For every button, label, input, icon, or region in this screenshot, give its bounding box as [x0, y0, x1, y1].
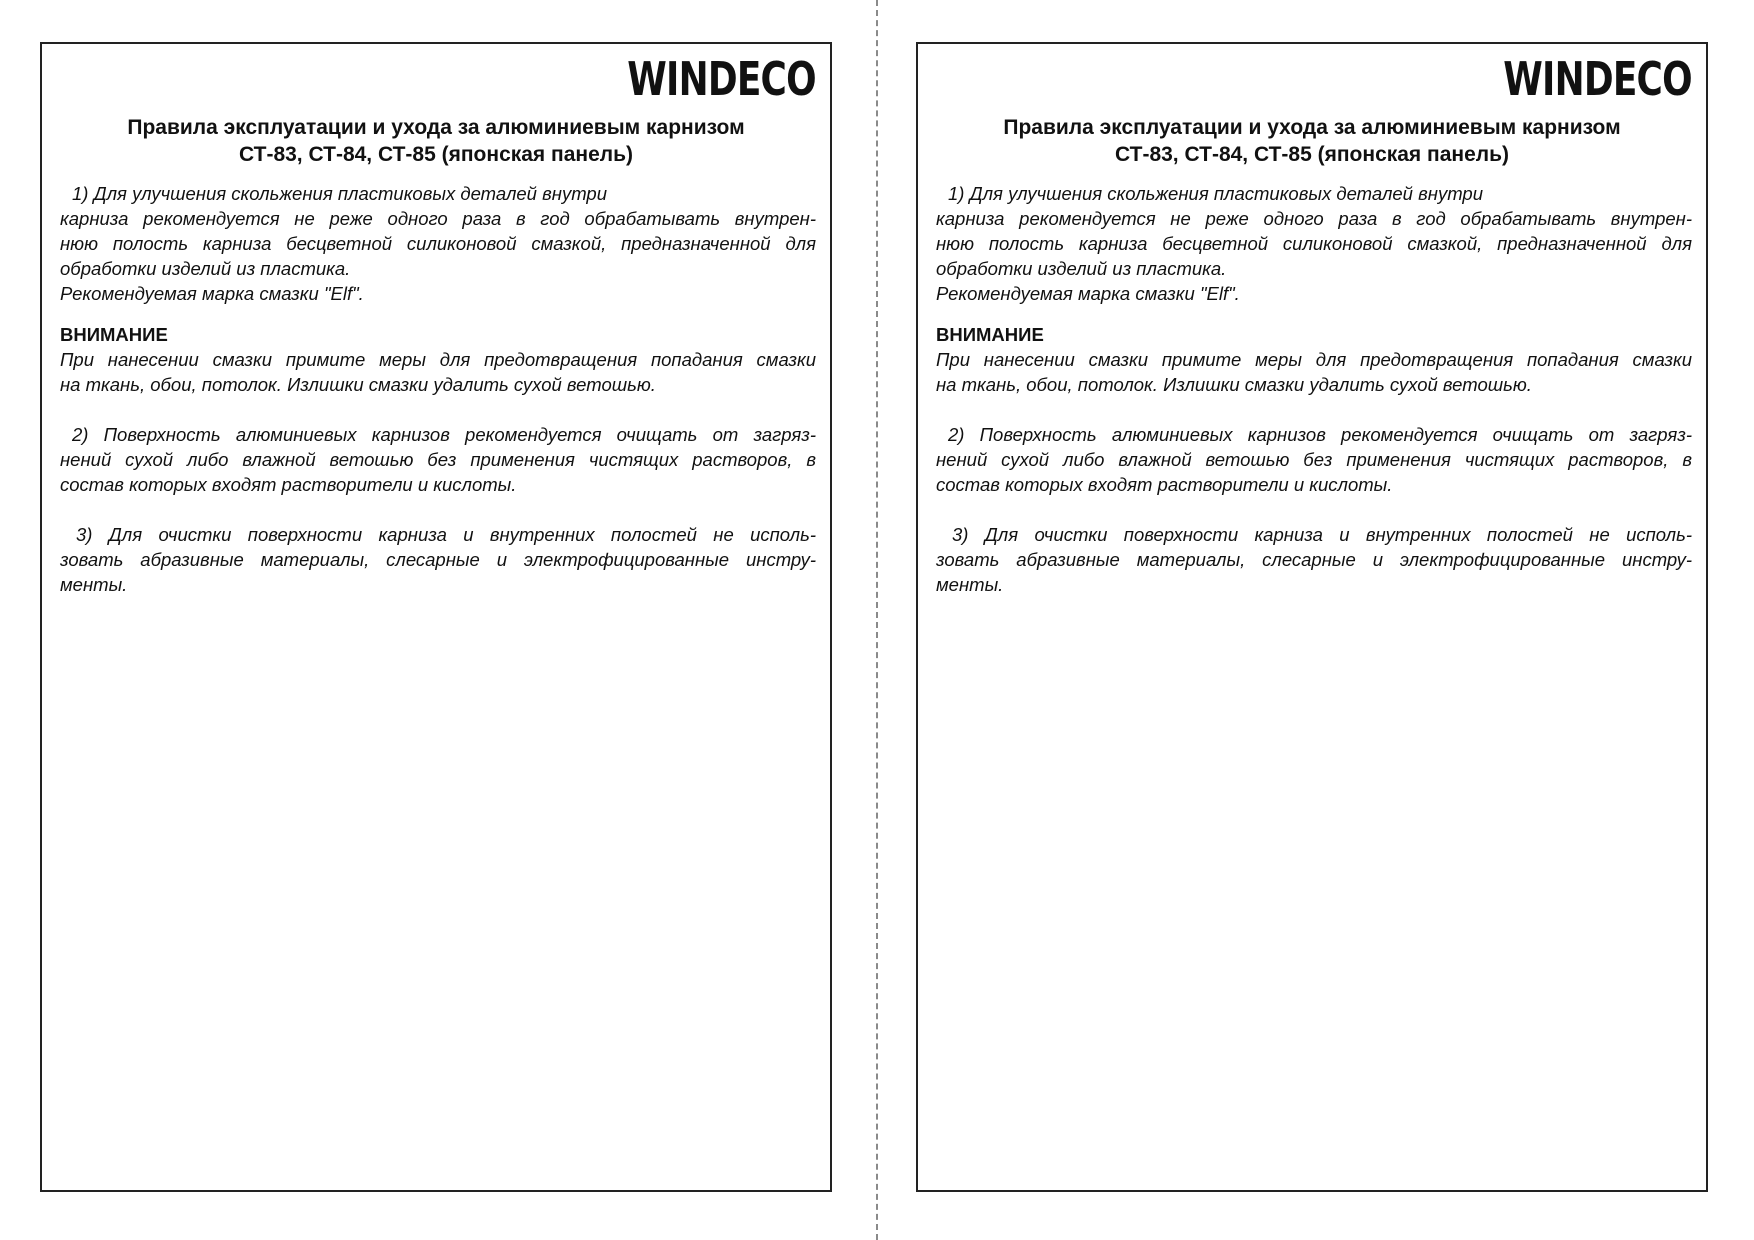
- warning-line: на ткань, обои, потолок. Излишки смазки удалить сухой ветошью.: [60, 374, 656, 395]
- paragraph-3-line: зовать абразивные материалы, слесарные и электрофицированные инстру-: [60, 549, 816, 570]
- paragraph-1-line: обработки изделий из пластика.: [936, 258, 1227, 279]
- brand-logo: WINDECO: [627, 52, 816, 106]
- paragraph-3-line: менты.: [60, 574, 128, 595]
- title-line-1: Правила эксплуатации и ухода за алюминиевым карнизом: [127, 116, 745, 139]
- title-line-2: СТ-83, СТ-84, СТ-85 (японская панель): [238, 143, 633, 166]
- paragraph-1-line: карниза рекомендуется не реже одного раза в год обрабатывать внутрен-: [60, 208, 816, 229]
- title-line-1: Правила эксплуатации и ухода за алюминиевым карнизом: [1003, 116, 1621, 139]
- paragraph-1-line: Рекомендуемая марка смазки "Elf".: [936, 283, 1240, 304]
- instruction-sheet-left: [40, 42, 832, 1192]
- paragraph-2-line: 2) Поверхность алюминиевых карнизов рекомендуется очищать от загряз-: [72, 424, 816, 445]
- paragraph-2-line: нений сухой либо влажной ветошью без применения чистящих растворов, в: [936, 449, 1692, 470]
- paragraph-1-line: нюю полость карниза бесцветной силиконовой смазкой, предназначенной для: [60, 233, 816, 254]
- instructions-body: [60, 181, 816, 597]
- brand-logo: WINDECO: [1503, 52, 1692, 106]
- instructions-body: [936, 181, 1692, 597]
- paragraph-1-line: нюю полость карниза бесцветной силиконовой смазкой, предназначенной для: [936, 233, 1692, 254]
- paragraph-3-line: зовать абразивные материалы, слесарные и электрофицированные инстру-: [936, 549, 1692, 570]
- warning-heading: ВНИМАНИЕ: [60, 324, 168, 345]
- paragraph-1-line: обработки изделий из пластика.: [60, 258, 351, 279]
- fold-cut-line: [876, 0, 878, 1240]
- paragraph-1-line: 1) Для улучшения скольжения пластиковых деталей внутри: [72, 183, 607, 204]
- paragraph-3-line: менты.: [936, 574, 1004, 595]
- paragraph-2-line: 2) Поверхность алюминиевых карнизов рекомендуется очищать от загряз-: [948, 424, 1692, 445]
- paragraph-1-line: 1) Для улучшения скольжения пластиковых деталей внутри: [948, 183, 1483, 204]
- title-line-2: СТ-83, СТ-84, СТ-85 (японская панель): [1114, 143, 1509, 166]
- paragraph-2-line: состав которых входят растворители и кислоты.: [936, 474, 1393, 495]
- warning-heading: ВНИМАНИЕ: [936, 324, 1044, 345]
- instruction-sheet-right: [916, 42, 1708, 1192]
- warning-line: на ткань, обои, потолок. Излишки смазки удалить сухой ветошью.: [936, 374, 1532, 395]
- document-title: [42, 114, 830, 168]
- warning-line: При нанесении смазки примите меры для предотвращения попадания смазки: [936, 349, 1692, 370]
- document-title: [918, 114, 1706, 168]
- paragraph-3-line: 3) Для очистки поверхности карниза и внутренних полостей не исполь-: [76, 524, 816, 545]
- paragraph-1-line: Рекомендуемая марка смазки "Elf".: [60, 283, 364, 304]
- paragraph-2-line: состав которых входят растворители и кислоты.: [60, 474, 517, 495]
- paragraph-1-line: карниза рекомендуется не реже одного раза в год обрабатывать внутрен-: [936, 208, 1692, 229]
- paragraph-2-line: нений сухой либо влажной ветошью без применения чистящих растворов, в: [60, 449, 816, 470]
- paragraph-3-line: 3) Для очистки поверхности карниза и внутренних полостей не исполь-: [952, 524, 1692, 545]
- warning-line: При нанесении смазки примите меры для предотвращения попадания смазки: [60, 349, 816, 370]
